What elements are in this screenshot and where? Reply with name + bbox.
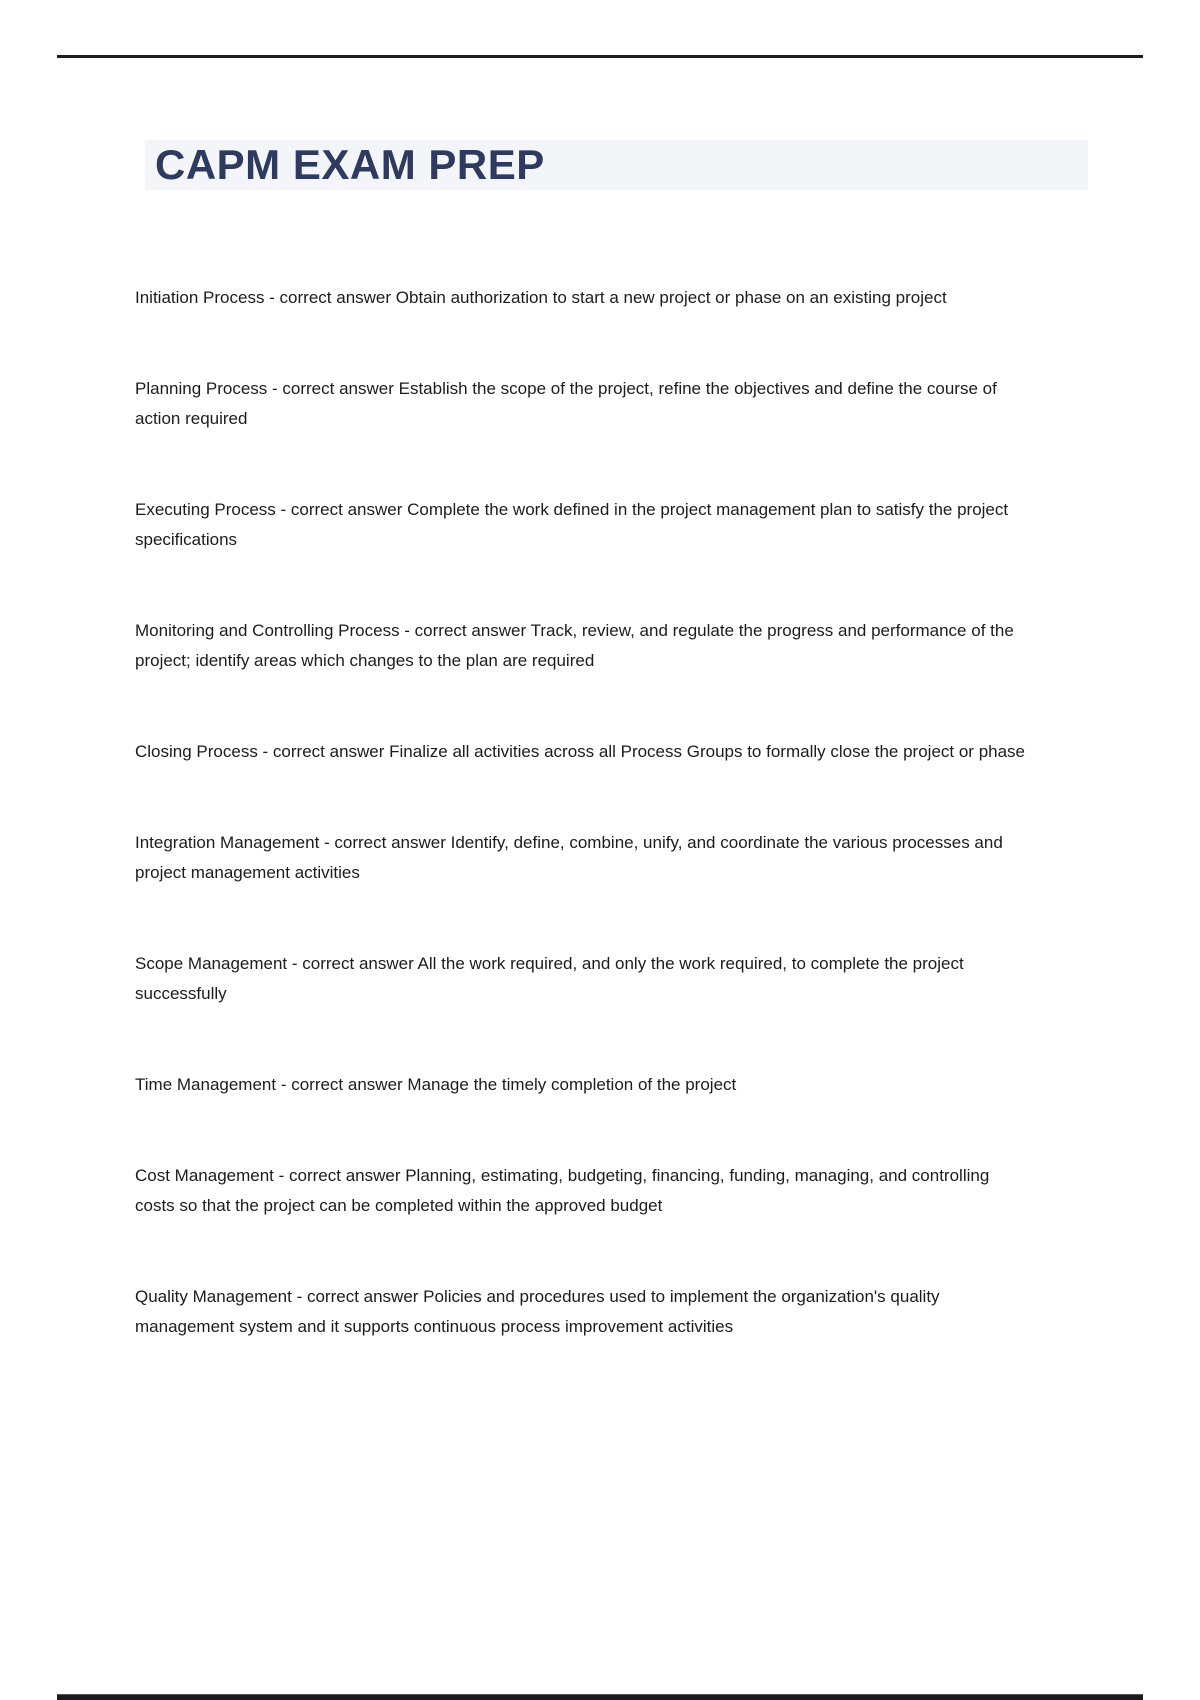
qa-item: Cost Management - correct answer Planning, estimating, budgeting, financing, funding, managing, and controlling costs so that the project can be completed within the approved budget	[135, 1166, 990, 1215]
qa-item: Planning Process - correct answer Establish the scope of the project, refine the objectives and define the course of action required	[135, 379, 997, 428]
qa-list	[135, 283, 1025, 1403]
qa-item: Time Management - correct answer Manage the timely completion of the project	[135, 1075, 737, 1094]
qa-item: Executing Process - correct answer Complete the work defined in the project management plan to satisfy the project specifications	[135, 500, 1009, 549]
qa-item: Integration Management - correct answer Identify, define, combine, unify, and coordinate the various processes and project management activities	[135, 833, 1003, 882]
qa-item: Monitoring and Controlling Process - correct answer Track, review, and regulate the progress and performance of the project; identify areas which changes to the plan are required	[135, 621, 1014, 670]
qa-item: Scope Management - correct answer All the work required, and only the work required, to complete the project successfully	[135, 954, 964, 1003]
page-title: CAPM EXAM PREP	[155, 141, 545, 188]
qa-item: Closing Process - correct answer Finalize all activities across all Process Groups to formally close the project or phase	[135, 742, 1026, 761]
qa-item: Quality Management - correct answer Policies and procedures used to implement the organization's quality management system and it supports continuous process improvement activities	[135, 1287, 940, 1336]
qa-item: Initiation Process - correct answer Obtain authorization to start a new project or phase on an existing project	[135, 288, 947, 307]
top-divider	[57, 55, 1143, 58]
bottom-divider	[57, 1694, 1143, 1700]
title-highlight-block	[145, 140, 1088, 190]
